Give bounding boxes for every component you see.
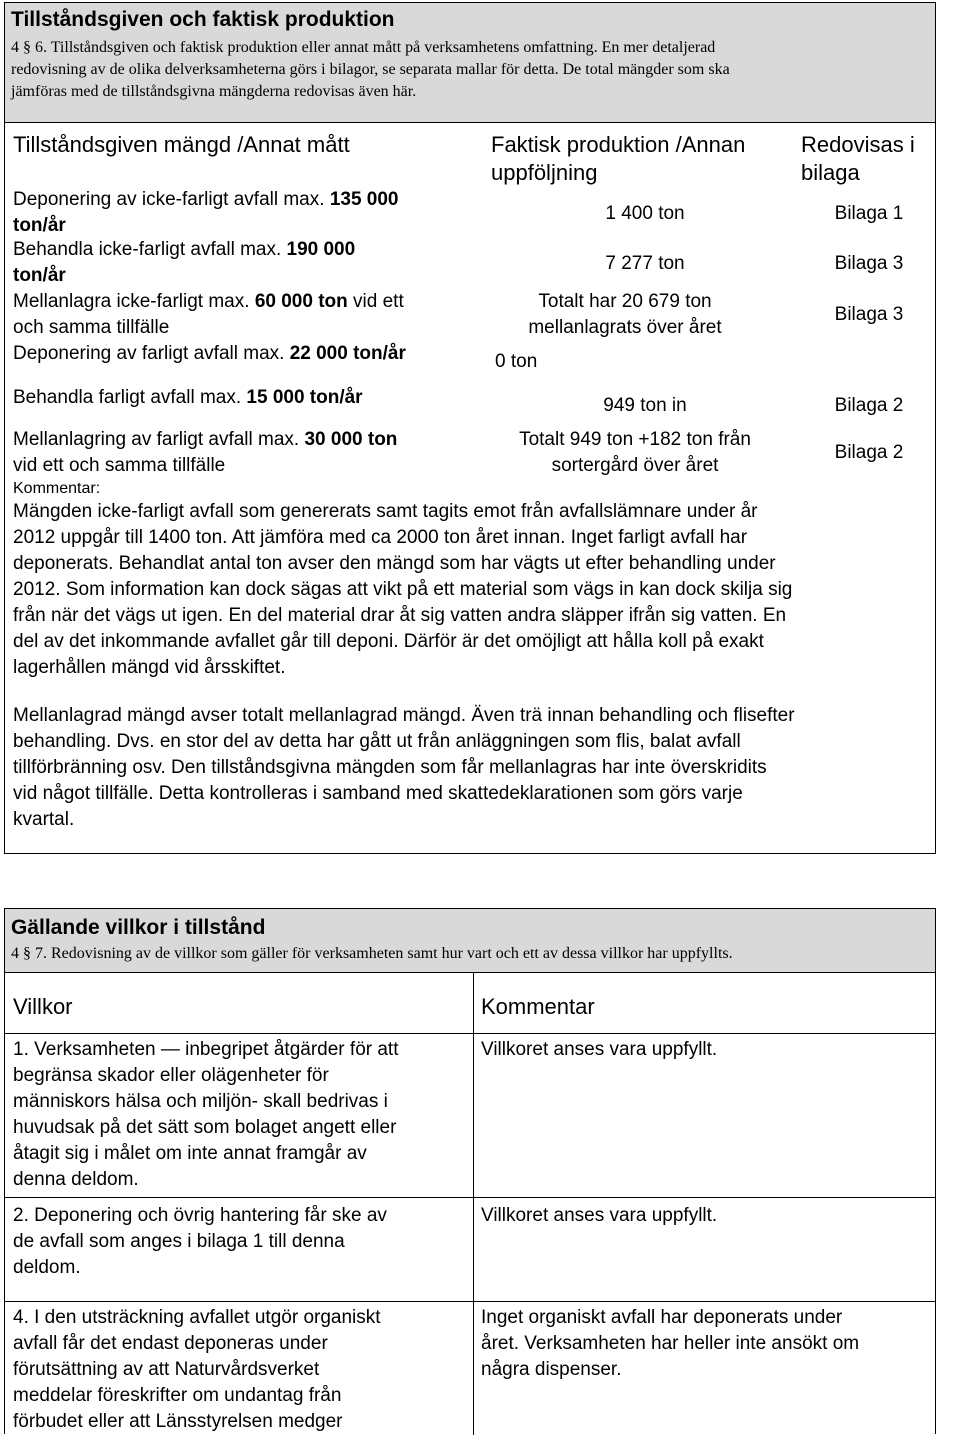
comment-line: deponerats. Behandlat antal ton avser den mängd som har vägts ut efter behandling under (13, 553, 776, 574)
comment-line: tillförbränning osv. Den tillståndsgivna mängden som får mellanlagras har inte överskridits (13, 757, 767, 778)
comment-line: 2012 uppgår till 1400 ton. Att jämföra med ca 2000 ton året innan. Inget farligt avfall har (13, 527, 748, 548)
condition-comment (481, 1037, 717, 1063)
condition-text (13, 1203, 387, 1281)
conditions-section-header (5, 909, 935, 973)
comment-line: Villkoret anses vara uppfyllt. (481, 1039, 718, 1060)
comment-line: Inget organiskt avfall har deponerats under (481, 1307, 843, 1328)
comment-line: från när det vägs ut igen. En del material drar åt sig vatten andra släpper ifrån sig vatten. En (13, 605, 787, 626)
production-section-header (5, 3, 935, 123)
permitted-unit: ton/år (13, 215, 66, 236)
condition-line: 2. Deponering och övrig hantering får ske av (13, 1205, 387, 1226)
permitted-amount: 135 000 (329, 189, 399, 210)
column-header-actual: Faktisk produktion /Annan (491, 132, 746, 157)
column-header-attachment-line2: bilaga (801, 160, 860, 185)
permitted-text: Deponering av icke-farligt avfall max. (13, 189, 330, 210)
table-row (13, 237, 355, 289)
permitted-text: Behandla icke-farligt avfall max. (13, 239, 287, 260)
permitted-text: vid ett och samma tillfälle (13, 455, 226, 476)
production-description-line: 4 § 6. Tillståndsgiven och faktisk produktion eller annat mått på verksamhetens omfattning. En mer detaljerad (11, 39, 716, 56)
attachment-ref: Bilaga 3 (834, 304, 904, 325)
actual-value: 0 ton (495, 351, 538, 372)
conditions-title: Gällande villkor i tillstånd (11, 916, 266, 939)
comment-line: Villkoret anses vara uppfyllt. (481, 1205, 718, 1226)
condition-line: människors hälsa och miljön- skall bedrivas i (13, 1091, 388, 1112)
condition-line: avfall får det endast deponeras under (13, 1333, 328, 1354)
actual-value: 7 277 ton (605, 253, 685, 274)
column-header-permitted: Tillståndsgiven mängd /Annat mått (13, 132, 350, 157)
permitted-text: vid ett (347, 291, 404, 312)
attachment-ref: Bilaga 2 (834, 395, 904, 416)
production-title: Tillståndsgiven och faktisk produktion (11, 8, 395, 31)
permitted-amount: 15 000 ton/år (246, 387, 363, 408)
permitted-amount: 60 000 ton (254, 291, 348, 312)
row-divider (5, 1033, 935, 1034)
attachment-ref: Bilaga 1 (834, 203, 904, 224)
conditions-description: 4 § 7. Redovisning av de villkor som gäller för verksamheten samt hur vart och ett av dessa villkor har uppfyllts. (11, 945, 733, 962)
permitted-amount: 22 000 ton/år (289, 343, 406, 364)
comment-line: vid något tillfälle. Detta kontrolleras i samband med skattedeklarationen som görs varje (13, 783, 743, 804)
condition-line: begränsa skador eller olägenheter för (13, 1065, 329, 1086)
permitted-text: Mellanlagra icke-farligt max. (13, 291, 255, 312)
condition-line: förutsättning av att Naturvårdsverket (13, 1359, 320, 1380)
actual-value: 949 ton in (603, 395, 687, 416)
permitted-text: Deponering av farligt avfall max. (13, 343, 290, 364)
comment-label: Kommentar: (13, 480, 101, 497)
comment-text-2 (13, 703, 795, 833)
condition-line: 1. Verksamheten — inbegripet åtgärder för att (13, 1039, 399, 1060)
condition-comment (481, 1305, 859, 1383)
actual-value: sortergård över året (551, 455, 719, 476)
condition-line: 4. I den utsträckning avfallet utgör organiskt (13, 1307, 381, 1328)
column-header-actual-line2: uppföljning (491, 160, 598, 185)
actual-value: Totalt har 20 679 ton (538, 291, 712, 312)
permitted-text: Mellanlagring av farligt avfall max. (13, 429, 305, 450)
column-header-attachment: Redovisas i (801, 132, 915, 157)
comment-line: behandling. Dvs. en stor del av detta har gått ut från anläggningen som flis, balat avfall (13, 731, 741, 752)
column-header-comment: Kommentar (481, 994, 595, 1019)
row-divider (5, 1197, 935, 1198)
condition-line: deldom. (13, 1257, 81, 1278)
condition-comment (481, 1203, 717, 1229)
condition-line: förbudet eller att Länsstyrelsen medger (13, 1411, 343, 1432)
permitted-unit: ton/år (13, 265, 66, 286)
condition-line: åtagit sig i målet om inte annat framgår av (13, 1143, 367, 1164)
table-row (13, 385, 363, 411)
column-header-condition: Villkor (13, 994, 73, 1019)
comment-line: Mellanlagrad mängd avser totalt mellanlagrad mängd. Även trä innan behandling och flisefter (13, 705, 795, 726)
attachment-ref: Bilaga 2 (834, 442, 904, 463)
condition-line: denna deldom. (13, 1169, 139, 1190)
table-row (13, 289, 404, 341)
comment-line: del av det inkommande avfallet går till deponi. Därför är det omöjligt att hålla koll på exakt (13, 631, 764, 652)
table-row (13, 187, 399, 239)
comment-line: några dispenser. (481, 1359, 622, 1380)
condition-text (13, 1305, 381, 1435)
row-divider (5, 1301, 935, 1302)
comment-line: 2012. Som information kan dock sägas att vikt på ett material som vägs in kan dock skilja sig (13, 579, 793, 600)
actual-value: mellanlagrats över året (528, 317, 722, 338)
condition-line: huvudsak på det sätt som bolaget angett eller (13, 1117, 397, 1138)
column-divider (473, 973, 474, 1435)
comment-line: Mängden icke-farligt avfall som genererats samt tagits emot från avfallslämnare under år (13, 501, 758, 522)
conditions-section (4, 908, 936, 1434)
table-row (13, 427, 397, 479)
permitted-amount: 30 000 ton (304, 429, 398, 450)
comment-line: lagerhållen mängd vid årsskiftet. (13, 657, 286, 678)
comment-line: året. Verksamheten har heller inte ansökt om (481, 1333, 860, 1354)
production-description-line: jämföras med de tillståndsgivna mängderna redovisas även här. (11, 83, 417, 100)
comment-line: kvartal. (13, 809, 75, 830)
permitted-amount: 190 000 (286, 239, 356, 260)
attachment-ref: Bilaga 3 (834, 253, 904, 274)
comment-text (13, 499, 792, 681)
actual-value: 1 400 ton (605, 203, 685, 224)
permitted-text: och samma tillfälle (13, 317, 170, 338)
actual-value: Totalt 949 ton +182 ton från (519, 429, 751, 450)
production-section (4, 2, 936, 854)
condition-text (13, 1037, 399, 1193)
production-description-line: redovisning av de olika delverksamheterna görs i bilagor, se separata mallar för detta. De total mängder som ska (11, 61, 730, 78)
permitted-text: Behandla farligt avfall max. (13, 387, 247, 408)
table-row (13, 341, 406, 367)
condition-line: de avfall som anges i bilaga 1 till denna (13, 1231, 345, 1252)
condition-line: meddelar föreskrifter om undantag från (13, 1385, 342, 1406)
